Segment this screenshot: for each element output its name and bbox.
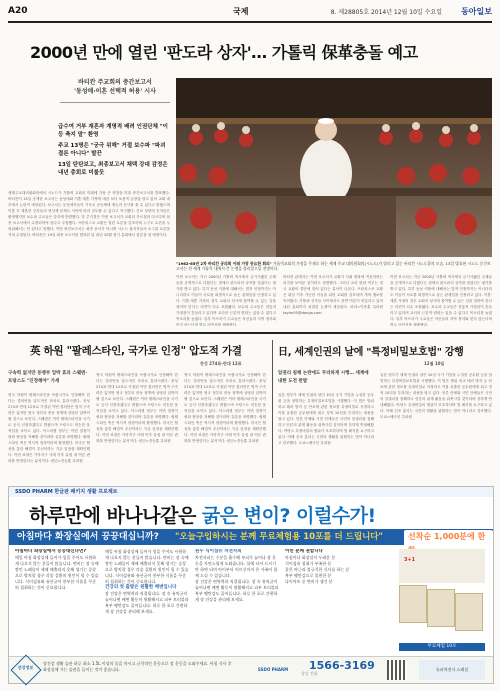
ad-col2-title: 건강의 첫 출발은 원활한 배변입니다 [105, 585, 177, 590]
column-divider [272, 340, 273, 478]
ad-col4-title: 이런 분께 권합니다 [285, 549, 323, 554]
brand-logo: SSDO PHARM [257, 667, 289, 672]
summary-bullet: 급수여 거부 재혼자 계명적 배려 인권단체 "이등 축지 말" 환영 [58, 124, 168, 138]
page-number: A20 [8, 6, 28, 16]
ad-column-1 [15, 549, 99, 647]
photo-caption-title: "1962-65년 2차 바티칸 공의회 이래 가장 중요한 회의" [176, 261, 272, 266]
ad-top-label: SSDO PHARM 한글판 패키지 생활 프로젝트 [9, 487, 493, 497]
page-header [8, 6, 492, 20]
article3-body-col2: 일본 정부가 세계 인권의 날인 10일 국가 기밀을 누설한 공무원 등을 엄벌하는 특정비밀보호법을 시행했다. 이 법은 방위 외교 테러 방지 등 안보에 관한 정보를 특정비밀로 지정하고 이를 유출한 공무원에게 최고 징역 10년을 부과하는 내용을 담고 있다. 언론 단체와 시민 단체들은 국민의 알권리를 침해하고 언론의 취재 활동을 위축시킬 것이라며 강하게 반대해왔다. 야당도 특정비밀의 범위가 모호하다며 법 폐지를 요구하고 있다. 아베 신조 총리는 국민의 생활을 위협하는 법이 아니라고 강조했다. 도쿄=배극인 특파원 [380, 373, 492, 419]
ad-column-2 [105, 549, 189, 647]
ad-headline [29, 501, 376, 528]
ad-col3-text-2: 장 건강은 면역력과 직결됩니다. 장 속 유익균이 늘어나면 배변 활동이 원활해지고 피부 트러블과 복부 팽만감도 줄어듭니다. 하루 한 포로 간편하게 장 건강을 관리해 보세요. [195, 579, 279, 602]
article3-subtitle: 12월 10일 [424, 361, 445, 366]
synod-hall-image [176, 78, 492, 257]
summary-bullets [58, 123, 170, 180]
issue-date: 8. 제28805호 2014년 12월 10일 수요일 [330, 9, 442, 16]
article-body-mid: 이번 보고서는 지난 2000년 가톨릭 역사에서 금기시됐던 주제들을 공개적으로 다뤘다는 점에서 판도라의 상자를 열었다는 평가를 받고 있다. 특히 동성 커플에 대해서는 법적 인정까지는 아니더라도 이들이 서로를 희생적으로 돕는 관계임을 인정하고 있다. 이혼·재혼 가정의 경우 교회의 성사에 참여할 수 있는 길을 열어야 한다는 의견이 다수 포함됐다. 보수파 주교들은 전통적 가정관이 흔들리고 있다며 교리의 근본적 변화는 있을 수 없다고 목소리를 높였다. 일부 아프리카 주교들은 자신들의 지역 정서와 맞지 않는다며 별도 의견서를 제출했다. [176, 275, 276, 326]
product-box [427, 589, 455, 627]
article-photo [176, 78, 492, 257]
summary-bullet: 주교 13명은 "궁극 위해" 거절 보수파 "파괴 결론 아니다" 발끈 [58, 143, 166, 157]
ad-col2-text-pre: 매일 아침 화장실에 들어가 힘을 주어도 시원하게 나오지 않는 분들이 많습니다. 변비는 장 속에 쌓인 노폐물이 제때 배출되지 못해 생기는 증상으로 방치할 경우 각종 질환의 원인이 될 수 있습니다. 식이섬유와 유산균이 풍부한 식품을 꾸준히 섭취하는 것이 중요합니다. [105, 549, 189, 584]
section-rule [8, 332, 492, 334]
ad-col4-item: 복부 팽만감으로 불편한 분 [285, 573, 332, 578]
ad-band [9, 529, 493, 545]
ad-product-boxes [399, 585, 485, 641]
ad-col1-text: 매일 아침 화장실에 들어가 힘을 주어도 시원하게 나오지 않는 분들이 많습니다. 변비는 장 속에 쌓인 노폐물이 제때 배출되지 못해 생기는 증상으로 방치할 경우 각종 질환의 원인이 될 수 있습니다. 식이섬유와 유산균이 풍부한 식품을 꾸준히 섭취하는 것이 중요합니다. [15, 555, 99, 590]
product-box [399, 585, 427, 623]
article3-body-col1: 일본 정부가 세계 인권의 날인 10일 국가 기밀을 누설한 공무원 등을 엄벌하는 특정비밀보호법을 시행했다. 이 법은 방위 외교 테러 방지 등 안보에 관한 정보를 특정비밀로 지정하고 이를 유출한 공무원에게 최고 징역 10년을 부과하는 내용을 담고 있다. 언론 단체와 시민 단체들은 국민의 알권리를 침해하고 언론의 취재 활동을 위축시킬 것이라며 강하게 반대해왔다. 야당도 특정비밀의 범위가 모호하다며 법 폐지를 요구하고 있다. 아베 신조 총리는 국민의 생활을 위협하는 법이 아니라고 강조했다. 도쿄=배극인 특파원 [278, 393, 374, 445]
ad-headline-a: 하루만에 바나나같은 [29, 505, 202, 527]
ad-headline-b: 굵은 변이? 이럴수가! [201, 505, 376, 527]
ad-col3-text: 차전자피는 수분을 흡수해 부피가 늘어나 장 운동을 자연스럽게 도와줍니다. 물에 타서 드시기만 하면 되며 아이부터 어르신까지 온 가족이 함께 드실 수 있습니다. [195, 555, 278, 578]
article2-body-col3: 영국 하원이 팔레스타인을 독립국가로 인정해야 한다는 결의안을 압도적인 표차로 통과시켰다. 찬성 274표 반대 12표로 가결된 이번 결의안은 법적 구속력은 없지만 영국 정부의 중동 정책에 상당한 압박이 될 것으로 보인다. 스웨덴은 이미 팔레스타인을 국가로 공식 인정하겠다고 밝혔으며 프랑스도 비슷한 움직임을 보이고 있다. 이스라엘 정부는 이번 결정이 평화 협상을 저해할 것이라며 유감을 표명했다. 팔레스타인 측은 역사적 결정이라며 환영했다. 미국은 협상을 통한 해결이 우선이라는 기존 입장을 재확인했다. 이번 표결은 가자지구 사태 이후 유럽 내 여론 변화를 반영한다는 분석이다. 런던=전승훈 특파원 [184, 373, 266, 443]
summary-bullet: 13일 탄탄보고, 최종보고서 채택 강대 감정은 내년 총회로 미룰듯 [58, 162, 168, 176]
article2-subtitle: 찬성 274표-반대 12표 [200, 361, 242, 366]
article2-body-col1: 영국 하원이 팔레스타인을 독립국가로 인정해야 한다는 결의안을 압도적인 표차로 통과시켰다. 찬성 274표 반대 12표로 가결된 이번 결의안은 법적 구속력은 없지만 영국 정부의 중동 정책에 상당한 압박이 될 것으로 보인다. 스웨덴은 이미 팔레스타인을 국가로 공식 인정하겠다고 밝혔으며 프랑스도 비슷한 움직임을 보이고 있다. 이스라엘 정부는 이번 결정이 평화 협상을 저해할 것이라며 유감을 표명했다. 팔레스타인 측은 역사적 결정이라며 환영했다. 미국은 협상을 통한 해결이 우선이라는 기존 입장을 재확인했다. 이번 표결은 가자지구 사태 이후 유럽 내 여론 변화를 반영한다는 분석이다. 런던=전승훈 특파원 [8, 393, 90, 463]
kicker-line: 바티칸 주교회의 중간보고서 [78, 79, 152, 86]
ad-column-4 [285, 549, 385, 647]
kicker-divider [60, 102, 170, 103]
kicker-line: '동성애·이혼 선택적 허용' 시사 [74, 88, 156, 95]
article2-intro: 구속력 없지만 동맹부 압박 효과 스웨덴·프랑스도 "인정해야" 가세 [8, 371, 88, 384]
article-headline: 2000년 만에 열린 '판도라 상자'… 가톨릭 保革충돌 예고 [30, 43, 418, 62]
article-body-right-2: 이번 보고서는 지난 2000년 가톨릭 역사에서 금기시됐던 주제들을 공개적으로 다뤘다는 점에서 판도라의 상자를 열었다는 평가를 받고 있다. 특히 동성 커플에 대해서는 법적 인정까지는 아니더라도 이들이 서로를 희생적으로 돕는 관계임을 인정하고 있다. 이혼·재혼 가정의 경우 교회의 성사에 참여할 수 있는 길을 열어야 한다는 의견이 다수 포함됐다. 보수파 주교들은 전통적 가정관이 흔들리고 있다며 교리의 근본적 변화는 있을 수 없다고 목소리를 높였다. 일부 아프리카 주교들은 자신들의 지역 정서와 맞지 않는다며 별도 의견서를 제출했다. [390, 275, 492, 326]
ad-band-question: 아침마다 화장실에서 끙끙대십니까? [17, 532, 159, 542]
product-label: 슈퍼차전자 스페셜 [419, 660, 485, 680]
photo-caption-text: 가톨릭교회의 가정을 주제로 하는 세계 주교 대의원회의(시노드)가 열리고 있는 바티칸 시노드홀의 모습. 13일 발표된 시노드 중간보고서는 전 세계 가톨릭 내에서 큰 논쟁을 불러일으킬 전망이다. [176, 261, 491, 271]
ad-col4-item: 잦은 야근과 불규칙한 식사를 하는 분 [285, 567, 350, 572]
product-box [455, 593, 483, 631]
ad-product-photo [399, 549, 485, 583]
ad-col4-item: 다이어트 중 변비가 생긴 분 [285, 579, 333, 584]
phone-label: 상담 전화 [301, 671, 318, 676]
ad-gift-label: 무료체험 10포 [399, 643, 485, 651]
ad-promo-tag: 3+1 [404, 557, 416, 563]
article3-headline: 日, 세계인권의 날에 "특정비밀보호법" 강행 [278, 347, 464, 358]
ad-col4-item: 아침마다 화장실이 두려운 분 [285, 555, 336, 560]
phone-number[interactable]: 1566-3169 [309, 659, 375, 672]
article-kicker [60, 78, 170, 96]
ad-column-3 [195, 549, 279, 647]
advertisement[interactable] [8, 486, 494, 684]
article2-headline: 英 하원 "팔레스타인, 국가로 인정" 압도적 가결 [30, 345, 242, 357]
article-body-right: 바티칸 관계자는 이번 보고서가 교회가 사회 변화에 적응하려는 의지를 보여준 것이라고 설명했다. 그러나 교리 변화 여부는 결국 교황의 결단에 달려 있다는 분석이 나온다. 프란치스코 교황은 취임 이후 가난한 이들을 위한 교회를 강조하며 개혁 행보를 이어왔다. 가톨릭 신자들 사이에서도 찬반 여론이 엇갈리고 있어 내년 총회까지 치열한 논쟁이 예상된다. 파리=이종훈 특파원 taylor55@donga.com [283, 275, 383, 315]
qr-code-icon[interactable] [387, 660, 407, 680]
ad-footer-text: 장건강 생활 습관 하루 최소 1.5L 이상의 물을 마시고 규칙적인 운동으로 장 운동을 도와주세요. 아침 식사 후 화장실에 가는 습관을 들이는 것이 좋습니다. [43, 661, 232, 672]
photo-caption [176, 261, 492, 271]
ad-band-limit: 선착순 1,000분에 한 [404, 530, 493, 558]
ad-col3-title: 원두 식이섬유 차전자피 [195, 549, 242, 554]
ad-band-offer: "오늘구입하시는 분께 무료체험용 10포를 더 드립니다" [175, 532, 383, 542]
article2-body-col2: 영국 하원이 팔레스타인을 독립국가로 인정해야 한다는 결의안을 압도적인 표차로 통과시켰다. 찬성 274표 반대 12표로 가결된 이번 결의안은 법적 구속력은 없지만 영국 정부의 중동 정책에 상당한 압박이 될 것으로 보인다. 스웨덴은 이미 팔레스타인을 국가로 공식 인정하겠다고 밝혔으며 프랑스도 비슷한 움직임을 보이고 있다. 이스라엘 정부는 이번 결정이 평화 협상을 저해할 것이라며 유감을 표명했다. 팔레스타인 측은 역사적 결정이라며 환영했다. 미국은 협상을 통한 해결이 우선이라는 기존 입장을 재확인했다. 이번 표결은 가자지구 사태 이후 유럽 내 여론 변화를 반영한다는 분석이다. 런던=전승훈 특파원 [96, 373, 178, 443]
article-body-left: 세계주교대의원회의에서 시노드가 가톨릭 교회의 미래에 가장 큰 영향을 미칠 중간보고서를 발표했다. 바티칸이 13일 공개한 보고서는 동성애와 이혼·재혼 가정에 대한 보다 포용적 입장을 담고 있어 교회 내부에서 논란이 예상된다. 보고서는 동성애자들이 기독교 공동체에 재능과 은사를 줄 수 있다고 밝혔으며 이혼 후 재혼한 신자들의 영성체 문제도 사안에 따라 검토할 수 있다고 적시했다. 진보 성향의 신자들은 환영했지만 보수파 주교들은 강하게 반발했다. 한 추기경은 이번 보고서가 교회의 가르침과 다르다며 최종 보고서에서 수정되어야 한다고 주장했다. 프란치스코 교황은 열린 토론을 강조하며 누구도 토론을 두려워해서는 안 된다고 말했다. 이번 중간보고서는 최종 문서가 아니며 시노드 참석자들의 소그룹 토론을 거쳐 수정된다. 바티칸은 19일 최종 보고서를 발표한 뒤 내년 10월 정기 총회에서 결론을 낼 예정이다. [8, 191, 170, 237]
ad-col2-text: 장 건강은 면역력과 직결됩니다. 장 속 유익균이 늘어나면 배변 활동이 원활해지고 피부 트러블과 복부 팽만감도 줄어듭니다. 하루 한 포로 간편하게 장 건강을 관리해 보세요. [105, 591, 189, 614]
ad-footer [9, 656, 493, 683]
ad-col1-title: 아침마다 화장실에서 끙끙대신다면? [15, 549, 86, 554]
ad-col4-item: 식이섬유 섭취가 부족한 분 [285, 561, 332, 566]
newspaper-logo: 동아일보 [461, 7, 492, 16]
header-rule [8, 21, 492, 23]
section-name: 국제 [233, 7, 249, 16]
ad-footer-badge: 건강정보 [17, 665, 34, 670]
article3-intro: 알권리 침해 논란에도 무리하게 시행… 세계에 내한 도전 반발 [278, 371, 369, 384]
